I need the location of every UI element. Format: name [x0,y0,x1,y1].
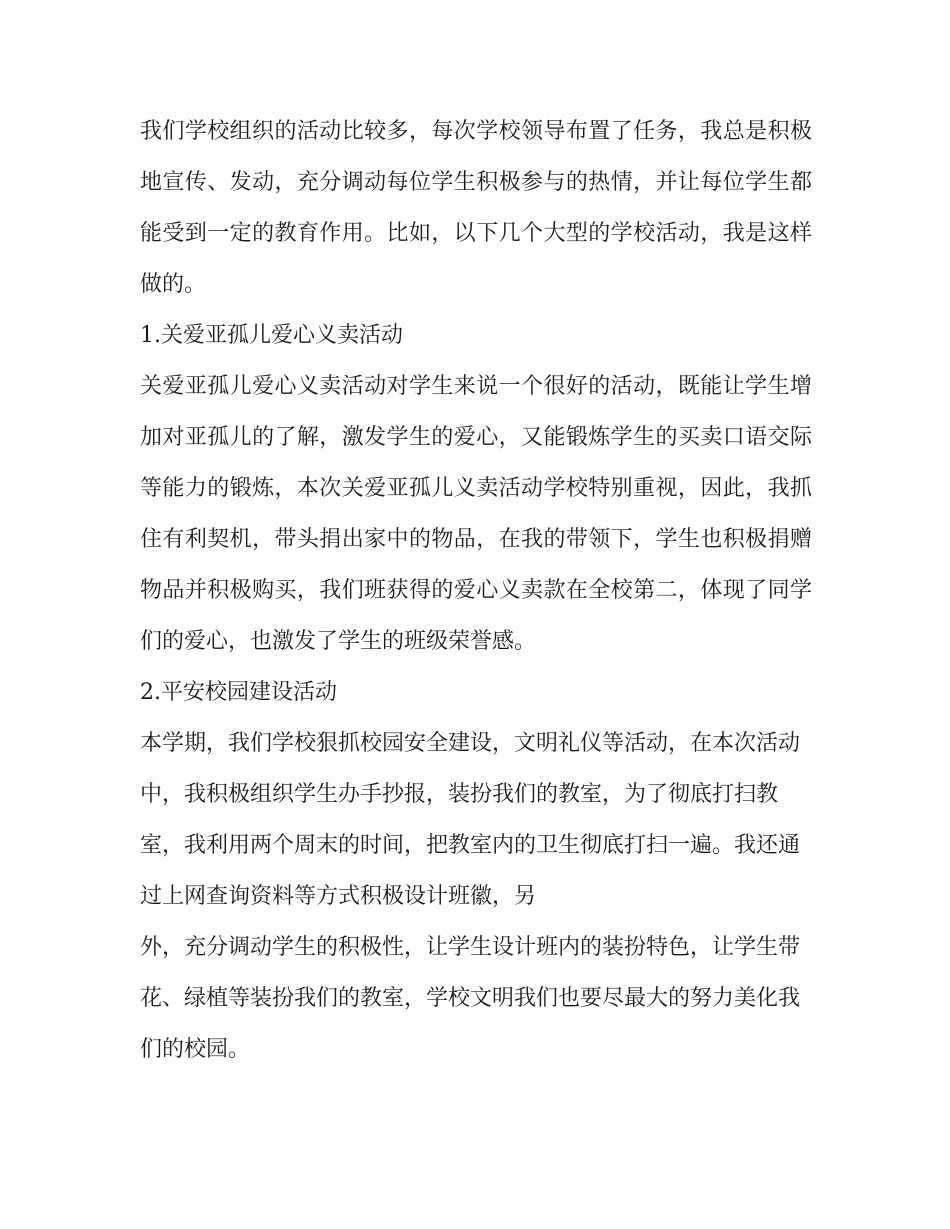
body-paragraph-intro: 我们学校组织的活动比较多，每次学校领导布置了任务，我总是积极地宣传、发动，充分调动每位学生积极参与的热情，并让每位学生都能受到一定的教育作用。比如，以下几个大型的学校活动，我是这样做的。 [140,119,812,297]
section-heading-charity-sale: 1.关爱亚孤儿爱心义卖活动 [140,323,403,348]
body-paragraph-charity-sale: 关爱亚孤儿爱心义卖活动对学生来说一个很好的活动，既能让学生增加对亚孤儿的了解，激发学生的爱心，又能锻炼学生的买卖口语交际等能力的锻炼，本次关爱亚孤儿义卖活动学校特别重视，因此，我抓住有利契机，带头捐出家中的物品，在我的带领下，学生也积极捐赠物品并积极购买，我们班获得的爱心义卖款在全校第二，体现了同学们的爱心，也激发了学生的班级荣誉感。 [140,374,812,654]
document-page [140,106,812,1075]
body-paragraph-safe-campus: 本学期，我们学校狠抓校园安全建设，文明礼仪等活动，在本次活动中，我积极组织学生办手抄报，装扮我们的教室，为了彻底打扫教室，我利用两个周末的时间，把教室内的卫生彻底打扫一遍。我还通过上网查询资料等方式积极设计班徽，另 外，充分调动学生的积极性，让学生设计班内的装扮特色，让学生带花、绿植等装扮我们的教室，学校文明我们也要尽最大的努力美化我们的校园。 [140,731,801,1062]
section-heading-safe-campus: 2.平安校园建设活动 [140,680,337,705]
